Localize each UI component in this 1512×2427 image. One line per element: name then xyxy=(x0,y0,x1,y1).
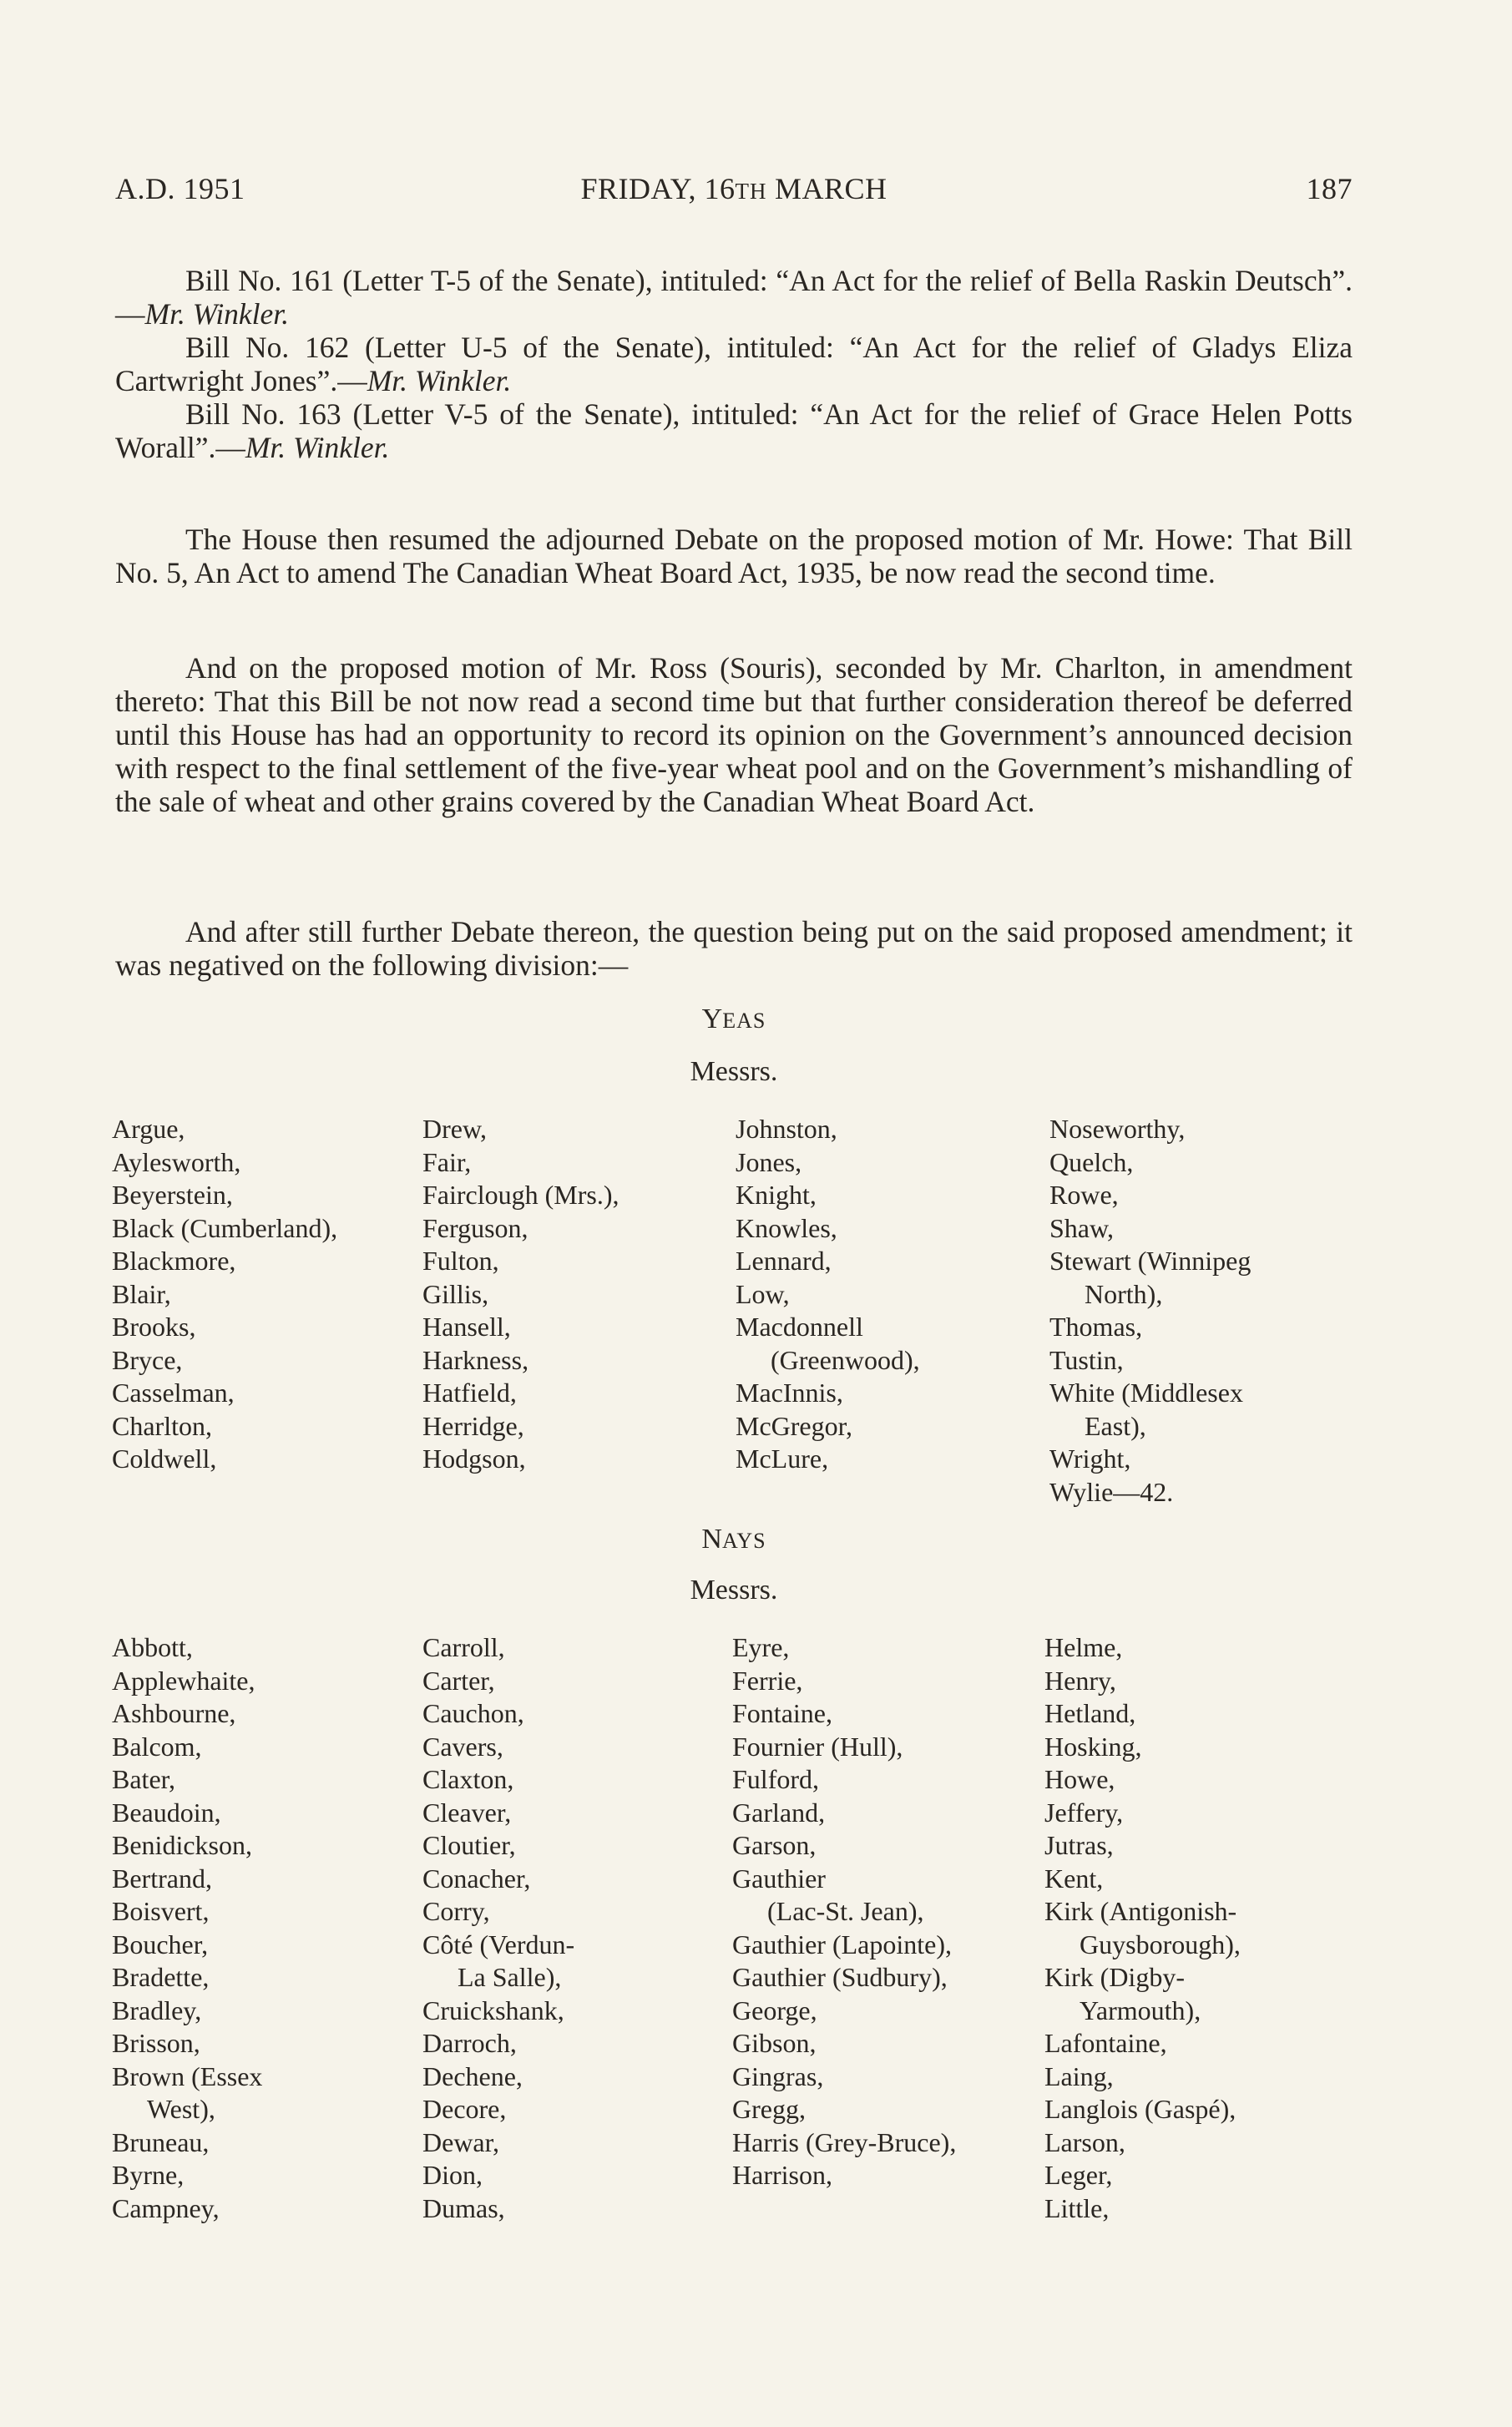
member-name: Quelch, xyxy=(1049,1146,1134,1177)
member-name: Low, xyxy=(736,1278,790,1309)
nays-column-3 xyxy=(732,1631,956,2192)
member-name: Gingras, xyxy=(732,2060,824,2091)
member-name-continuation: (Lac-St. Jean), xyxy=(767,1896,924,1926)
member-name-continuation: North), xyxy=(1085,1278,1163,1309)
nays-column-1 xyxy=(112,1631,262,2225)
member-name: Cruickshank, xyxy=(422,1995,564,2025)
bill-list xyxy=(115,264,1353,464)
member-name: Cloutier, xyxy=(422,1830,516,1860)
member-name: Fontaine, xyxy=(732,1698,832,1728)
member-name: Bruneau, xyxy=(112,2126,210,2157)
member-name: Ashbourne, xyxy=(112,1698,236,1728)
member-name: Laing, xyxy=(1044,2060,1114,2091)
bill-entry xyxy=(115,397,1353,464)
member-name: Ferguson, xyxy=(422,1212,528,1243)
nays-column-4 xyxy=(1044,1631,1241,2225)
member-name: Benidickson, xyxy=(112,1830,252,1860)
member-name: Hatfield, xyxy=(422,1378,517,1408)
member-name: Kirk (Digby- xyxy=(1044,1962,1185,1992)
member-name: Dewar, xyxy=(422,2126,499,2157)
member-name-continuation: West), xyxy=(147,2094,215,2124)
member-name: Hansell, xyxy=(422,1312,511,1342)
member-name: Black (Cumberland), xyxy=(112,1212,338,1243)
member-name: Lafontaine, xyxy=(1044,2028,1167,2058)
member-name: Beyerstein, xyxy=(112,1180,233,1210)
member-name: Cleaver, xyxy=(422,1797,512,1828)
bill-mover: Mr. Winkler. xyxy=(367,364,512,397)
member-name: Fulford, xyxy=(732,1764,819,1794)
division-paragraph: And after still further Debate thereon, the question being put on the said proposed amendment; it was negatived on the following division:— xyxy=(115,915,1353,982)
debate-paragraph-1: The House then resumed the adjourned Debate on the proposed motion of Mr. Howe: That Bill No. 5, An Act to amend The Canadian Wheat Board Act, 1935, be now read the second time. xyxy=(115,523,1353,589)
member-name: Bertrand, xyxy=(112,1863,212,1894)
member-name: Larson, xyxy=(1044,2126,1125,2157)
bill-mover: Mr. Winkler. xyxy=(245,431,390,464)
member-name: Henry, xyxy=(1044,1665,1116,1696)
member-name: Hodgson, xyxy=(422,1444,526,1474)
member-name: Fournier (Hull), xyxy=(732,1731,903,1762)
member-name: Drew, xyxy=(422,1114,487,1144)
amendment-paragraph: And on the proposed motion of Mr. Ross (Souris), seconded by Mr. Charlton, in amendment thereto: That this Bill be not now read a second time but that further consideration thereof be deferred until this House has had an opportunity to record its opinion on the Government’s announced decision with respect to the final settlement of the five-year wheat pool and on the Government’s mishandling of the sale of wheat and other grains covered by the Canadian Wheat Board Act. xyxy=(115,651,1353,818)
header-month: MARCH xyxy=(775,172,887,205)
member-name: McLure, xyxy=(736,1444,829,1474)
member-name: Ferrie, xyxy=(732,1665,803,1696)
member-name: Jones, xyxy=(736,1146,802,1177)
header-year: A.D. 1951 xyxy=(115,172,245,205)
member-name: Boisvert, xyxy=(112,1896,210,1926)
member-name: Harrison, xyxy=(732,2160,832,2190)
member-name: Blair, xyxy=(112,1278,171,1309)
yeas-column-3 xyxy=(736,1113,920,1476)
member-name: Balcom, xyxy=(112,1731,202,1762)
yeas-column-1 xyxy=(112,1113,337,1476)
bill-text: Bill No. 163 (Letter V-5 of the Senate), intituled: “An Act for the relief of Grace Helen Potts Worall”.— xyxy=(115,397,1353,464)
member-name: Gregg, xyxy=(732,2094,806,2124)
member-name: Langlois (Gaspé), xyxy=(1044,2094,1236,2124)
member-name: Brown (Essex xyxy=(112,2060,263,2091)
member-name: Gauthier (Lapointe), xyxy=(732,1929,952,1959)
yeas-messrs: Messrs. xyxy=(690,1056,778,1087)
member-name: Jeffery, xyxy=(1044,1797,1124,1828)
member-name-continuation: (Greenwood), xyxy=(771,1344,920,1375)
member-name: Thomas, xyxy=(1049,1312,1143,1342)
header-day-date: FRIDAY, 16 xyxy=(580,172,736,205)
bill-text: Bill No. 161 (Letter T-5 of the Senate), intituled: “An Act for the relief of Bella Raskin Deutsch”.— xyxy=(115,264,1353,331)
member-name: Bater, xyxy=(112,1764,176,1794)
member-name: Howe, xyxy=(1044,1764,1115,1794)
member-name: Argue, xyxy=(112,1114,185,1144)
member-name: Boucher, xyxy=(112,1929,209,1959)
member-name: McGregor, xyxy=(736,1410,852,1441)
member-name: Wylie—42. xyxy=(1049,1476,1174,1507)
member-name: Macdonnell xyxy=(736,1312,863,1342)
member-name-continuation: Yarmouth), xyxy=(1080,1995,1201,2025)
member-name: Decore, xyxy=(422,2094,507,2124)
member-name: Byrne, xyxy=(112,2160,185,2190)
member-name: Wright, xyxy=(1049,1444,1131,1474)
member-name: Dumas, xyxy=(422,2192,505,2223)
bill-entry xyxy=(115,331,1353,397)
member-name: Eyre, xyxy=(732,1632,790,1662)
nays-heading: NAYS xyxy=(701,1524,766,1555)
member-name: Johnston, xyxy=(736,1114,837,1144)
member-name: Dion, xyxy=(422,2160,483,2190)
header-date-suffix: TH xyxy=(735,179,767,204)
member-name: Jutras, xyxy=(1044,1830,1114,1860)
member-name: Little, xyxy=(1044,2192,1110,2223)
member-name: Fair, xyxy=(422,1146,472,1177)
member-name: Gillis, xyxy=(422,1278,489,1309)
member-name: Gauthier (Sudbury), xyxy=(732,1962,948,1992)
member-name: Fairclough (Mrs.), xyxy=(422,1180,619,1210)
member-name: White (Middlesex xyxy=(1049,1378,1243,1408)
member-name: George, xyxy=(732,1995,817,2025)
member-name: Gibson, xyxy=(732,2028,817,2058)
member-name: Darroch, xyxy=(422,2028,517,2058)
bill-entry xyxy=(115,264,1353,331)
member-name: Carroll, xyxy=(422,1632,505,1662)
nays-column-2 xyxy=(422,1631,574,2225)
member-name: Harkness, xyxy=(422,1344,529,1375)
bill-text: Bill No. 162 (Letter U-5 of the Senate), intituled: “An Act for the relief of Gladys Eliza Cartwright Jones”.— xyxy=(115,331,1353,397)
member-name: Kent, xyxy=(1044,1863,1104,1894)
member-name: Côté (Verdun- xyxy=(422,1929,575,1959)
member-name: Bryce, xyxy=(112,1344,183,1375)
member-name: Claxton, xyxy=(422,1764,514,1794)
member-name: Corry, xyxy=(422,1896,490,1926)
member-name-continuation: East), xyxy=(1085,1410,1146,1441)
member-name: Hetland, xyxy=(1044,1698,1136,1728)
member-name: Cauchon, xyxy=(422,1698,524,1728)
yeas-column-2 xyxy=(422,1113,619,1476)
member-name: Bradley, xyxy=(112,1995,202,2025)
member-name: Campney, xyxy=(112,2192,220,2223)
member-name: Rowe, xyxy=(1049,1180,1119,1210)
member-name: Beaudoin, xyxy=(112,1797,221,1828)
member-name: Brisson, xyxy=(112,2028,200,2058)
member-name: Hosking, xyxy=(1044,1731,1142,1762)
nays-messrs: Messrs. xyxy=(690,1575,778,1605)
member-name: Harris (Grey-Bruce), xyxy=(732,2126,957,2157)
member-name: Stewart (Winnipeg xyxy=(1049,1246,1252,1276)
member-name: Herridge, xyxy=(422,1410,524,1441)
member-name: Bradette, xyxy=(112,1962,210,1992)
member-name: Shaw, xyxy=(1049,1212,1115,1243)
page-header xyxy=(115,171,1353,213)
member-name: MacInnis, xyxy=(736,1378,843,1408)
member-name: Tustin, xyxy=(1049,1344,1124,1375)
member-name: Helme, xyxy=(1044,1632,1123,1662)
yeas-column-4 xyxy=(1049,1113,1251,1509)
member-name: Noseworthy, xyxy=(1049,1114,1186,1144)
member-name-continuation: La Salle), xyxy=(458,1962,562,1992)
bill-mover: Mr. Winkler. xyxy=(144,297,290,331)
member-name-continuation: Guysborough), xyxy=(1080,1929,1241,1959)
member-name: Casselman, xyxy=(112,1378,235,1408)
member-name: Conacher, xyxy=(422,1863,531,1894)
member-name: Kirk (Antigonish- xyxy=(1044,1896,1237,1926)
member-name: Aylesworth, xyxy=(112,1146,241,1177)
member-name: Fulton, xyxy=(422,1246,499,1276)
member-name: Abbott, xyxy=(112,1632,193,1662)
member-name: Brooks, xyxy=(112,1312,196,1342)
member-name: Applewhaite, xyxy=(112,1665,255,1696)
member-name: Garland, xyxy=(732,1797,826,1828)
member-name: Coldwell, xyxy=(112,1444,217,1474)
member-name: Garson, xyxy=(732,1830,817,1860)
member-name: Lennard, xyxy=(736,1246,832,1276)
member-name: Leger, xyxy=(1044,2160,1113,2190)
header-date xyxy=(115,171,1353,206)
member-name: Cavers, xyxy=(422,1731,503,1762)
yeas-heading: YEAS xyxy=(701,1004,766,1034)
member-name: Knowles, xyxy=(736,1212,837,1243)
member-name: Charlton, xyxy=(112,1410,212,1441)
member-name: Blackmore, xyxy=(112,1246,236,1276)
member-name: Carter, xyxy=(422,1665,495,1696)
page-number: 187 xyxy=(1306,172,1353,205)
member-name: Knight, xyxy=(736,1180,817,1210)
member-name: Dechene, xyxy=(422,2060,523,2091)
member-name: Gauthier xyxy=(732,1863,826,1894)
